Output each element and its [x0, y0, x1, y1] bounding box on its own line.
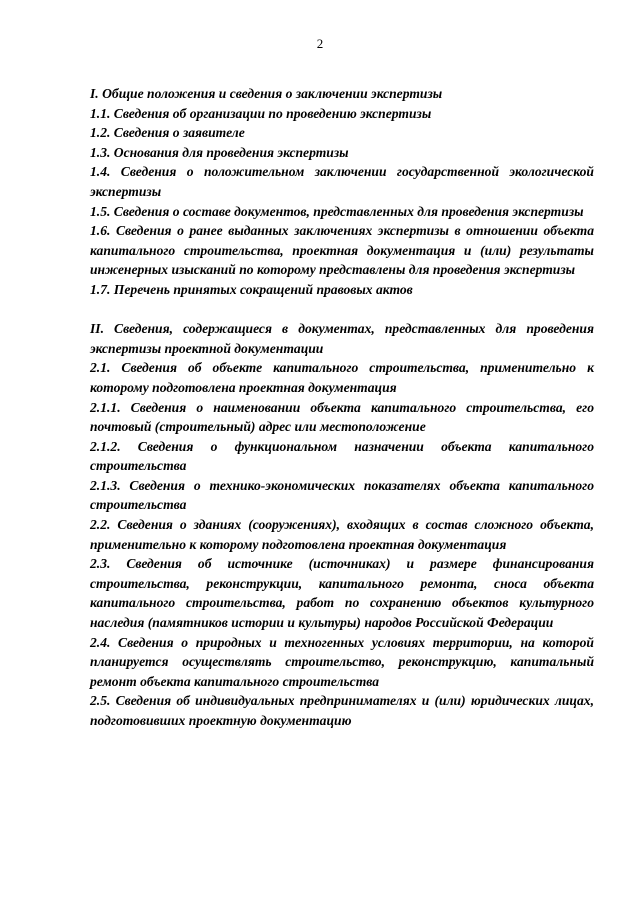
toc-item-1-7: 1.7. Перечень принятых сокращений правовых актов	[90, 281, 413, 297]
toc-item-1-6: 1.6. Сведения о ранее выданных заключениях экспертизы в отношении объекта капитального строительства, проектная документация и (или) результаты инженерных изысканий по которому представлены для проведения экспертизы	[90, 223, 594, 278]
document-body	[90, 84, 594, 731]
section-heading-2: II. Сведения, содержащиеся в документах, представленных для проведения экспертизы проектной документации	[90, 321, 594, 356]
toc-item-1-3: 1.3. Основания для проведения экспертизы	[90, 144, 349, 160]
toc-item-2-1-1: 2.1.1. Сведения о наименовании объекта капитального строительства, его почтовый (строительный) адрес или местоположение	[90, 399, 594, 435]
toc-item-2-1-3: 2.1.3. Сведения о технико-экономических показателях объекта капитального строительства	[90, 477, 594, 513]
section-heading-1: I. Общие положения и сведения о заключении экспертизы	[90, 86, 443, 101]
toc-item-1-1: 1.1. Сведения об организации по проведению экспертизы	[90, 105, 432, 121]
toc-item-2-5: 2.5. Сведения об индивидуальных предпринимателях и (или) юридических лицах, подготовивших проектную документацию	[90, 693, 594, 728]
toc-item-2-4: 2.4. Сведения о природных и техногенных условиях территории, на которой планируется осуществлять строительство, реконструкцию, капитальный ремонт объекта капитального строительства	[90, 634, 594, 689]
toc-item-2-1: 2.1. Сведения об объекте капитального строительства, применительно к которому подготовлена проектная документация	[90, 360, 594, 395]
toc-item-1-5: 1.5. Сведения о составе документов, представленных для проведения экспертизы	[90, 203, 584, 219]
section-spacer	[90, 300, 594, 320]
toc-item-2-2: 2.2. Сведения о зданиях (сооружениях), входящих в состав сложного объекта, применительно к которому подготовлена проектная документация	[90, 517, 594, 552]
toc-item-2-3: 2.3. Сведения об источнике (источниках) и размере финансирования строительства, реконструкции, капитального ремонта, сноса объекта капитального строительства, работ по сохранению объектов культурного наследия (памятников истории и культуры) народов Российской Федерации	[90, 556, 594, 631]
toc-item-1-4: 1.4. Сведения о положительном заключении государственной экологической экспертизы	[90, 164, 594, 199]
toc-item-1-2: 1.2. Сведения о заявителе	[90, 125, 245, 141]
toc-item-2-1-2: 2.1.2. Сведения о функциональном назначении объекта капитального строительства	[90, 438, 594, 474]
page-number: 2	[316, 36, 324, 51]
